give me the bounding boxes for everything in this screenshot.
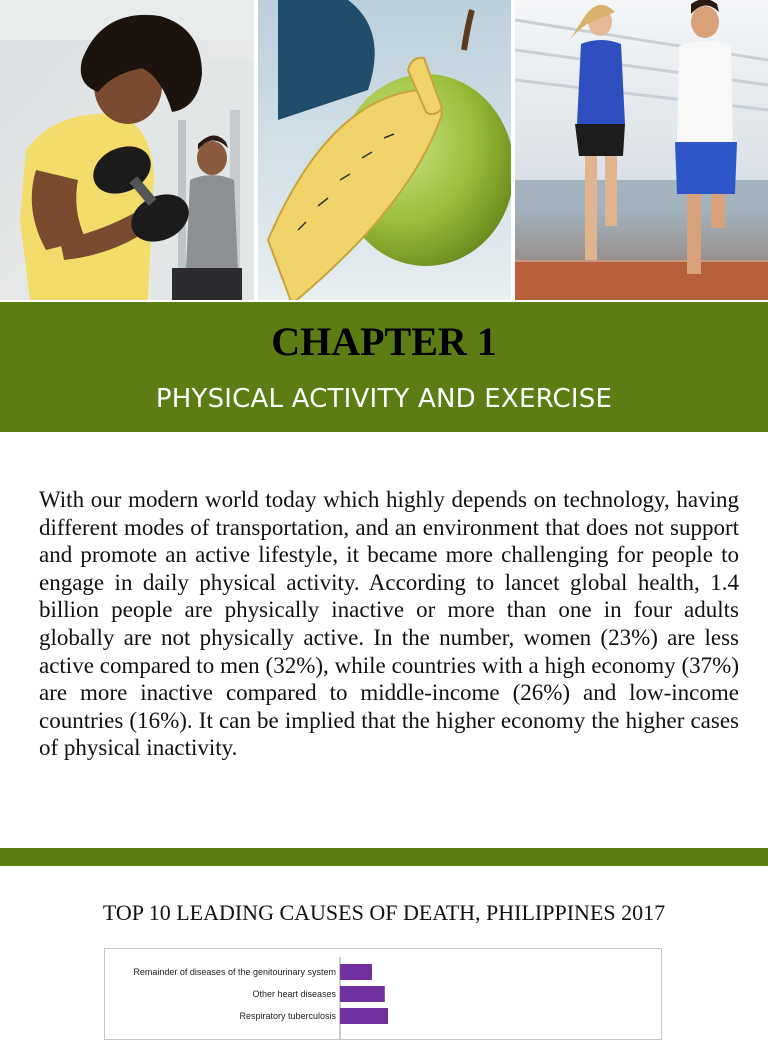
section-divider xyxy=(0,848,768,866)
chart-bar xyxy=(340,1008,388,1024)
chart-heading: TOP 10 LEADING CAUSES OF DEATH, PHILIPPINES 2017 xyxy=(102,900,666,925)
runners-illustration xyxy=(515,0,768,300)
chart-container xyxy=(104,948,662,1040)
chapter-subtitle: PHYSICAL ACTIVITY AND EXERCISE xyxy=(155,384,613,414)
weightlifting-photo xyxy=(0,0,254,300)
header-photo-strip xyxy=(0,0,768,300)
chapter-title: CHAPTER 1 xyxy=(271,319,497,364)
body-paragraph: With our modern world today which highly depends on technology, having different modes of transportation, and an environment that does not support and promote an active lifestyle, it became more challenging for people to engage in daily physical activity. According to lancet global health, 1.4 billion people are physically inactive or more than one in four adults globally are not physically active. In the number, women (23%) are less active compared to men (32%), while countries with a high economy (37%) are more inactive compared to middle-income (26%) and low-income countries (16%). It can be implied that the higher economy the higher cases of physical inactivity. xyxy=(39,487,739,761)
causes-of-death-bar-chart xyxy=(105,949,661,1039)
apple-illustration xyxy=(258,0,511,300)
chart-category-label: Respiratory tuberculosis xyxy=(239,1011,336,1021)
chart-category-label: Remainder of diseases of the genitourinary system xyxy=(133,967,336,977)
chart-bar xyxy=(340,964,372,980)
chart-bar xyxy=(340,986,385,1002)
apple-measuring-tape-photo xyxy=(258,0,511,300)
running-couple-photo xyxy=(515,0,768,300)
chart-category-label: Other heart diseases xyxy=(252,989,336,999)
weightlifting-illustration xyxy=(0,0,254,300)
